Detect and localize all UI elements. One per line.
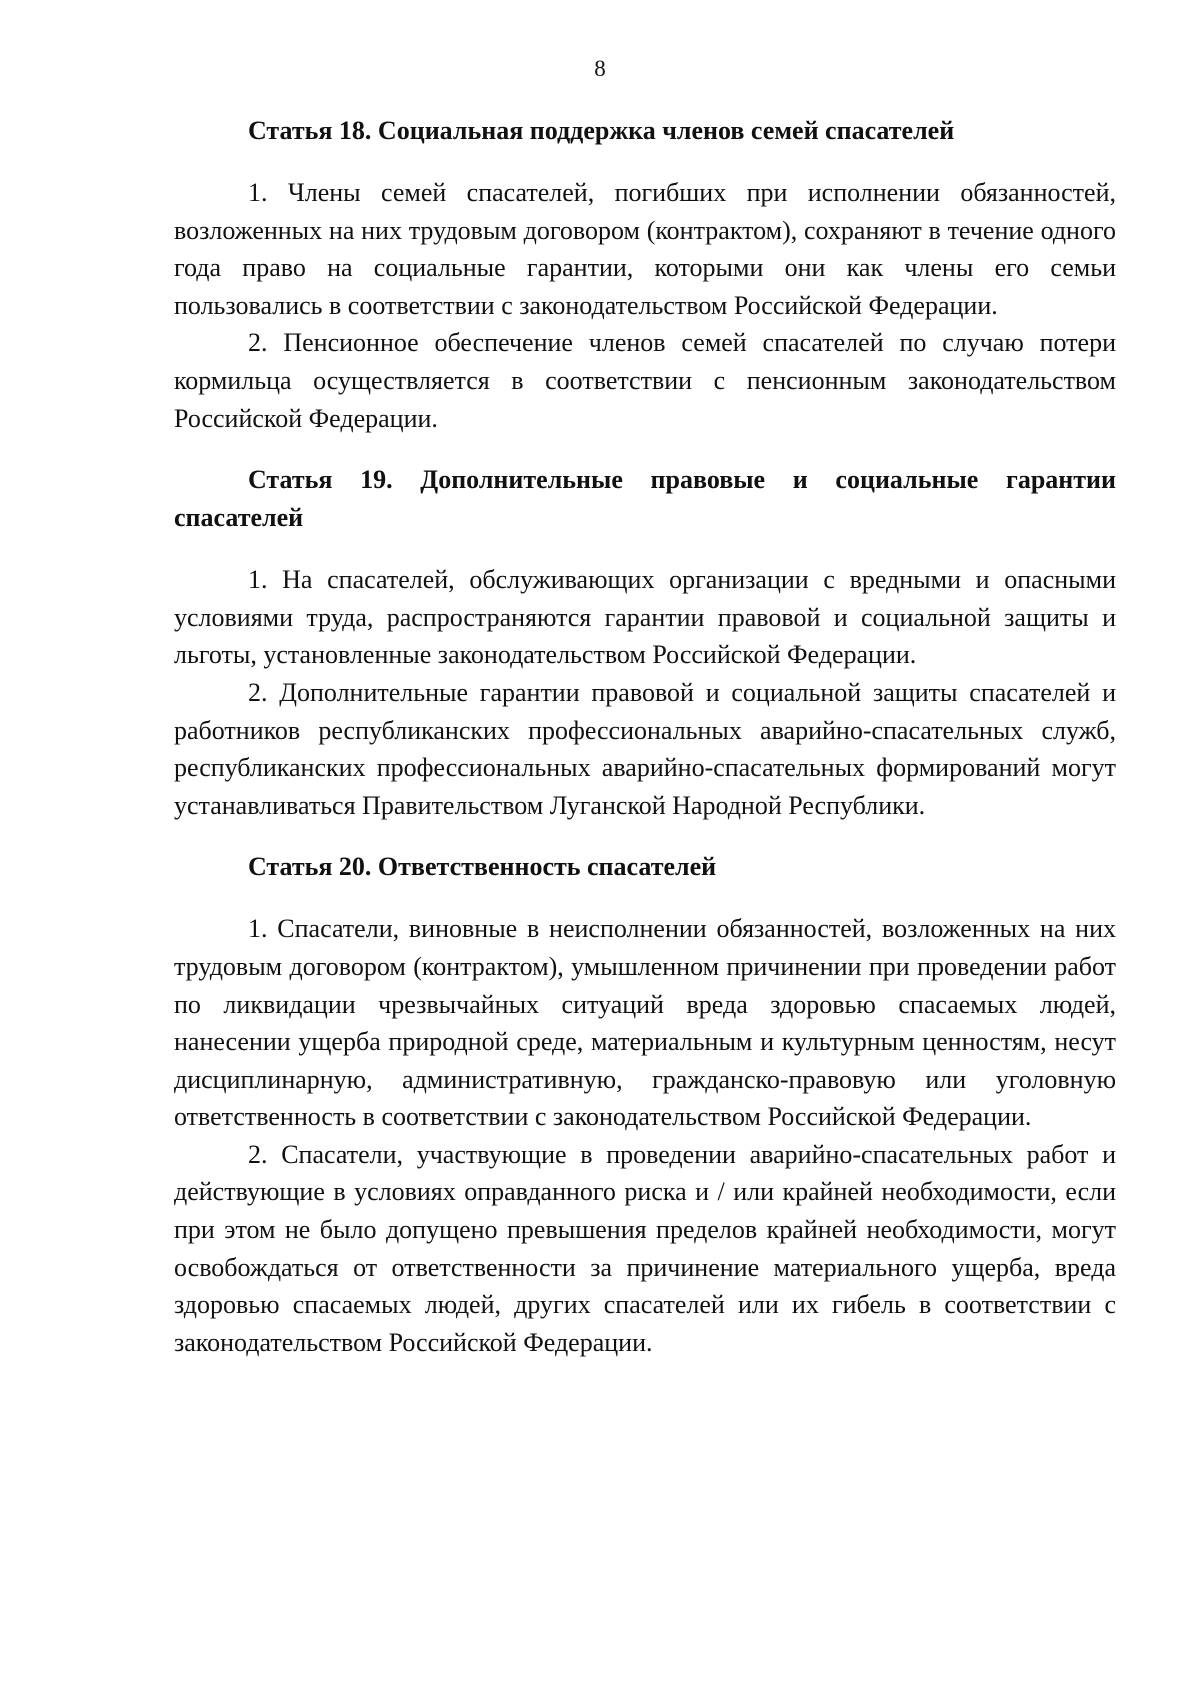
article-18-paragraph-1: 1. Члены семей спасателей, погибших при исполнении обязанностей, возложенных на них трудовым договором (контрактом), сохраняют в течение одного года право на социальные гарантии, которыми они как члены его семьи пользовались в соответствии с законодательством Российской Федерации. — [174, 178, 1116, 320]
article-20 — [174, 848, 1116, 1361]
article-19-paragraph-1: 1. На спасателей, обслуживающих организации с вредными и опасными условиями труда, распространяются гарантии правовой и социальной защиты и льготы, установленные законодательством Российской Федерации. — [174, 565, 1116, 670]
page-number: 8 — [594, 56, 606, 81]
article-20-title: Статья 20. Ответственность спасателей — [248, 852, 717, 882]
article-20-paragraph-1: 1. Спасатели, виновные в неисполнении обязанностей, возложенных на них трудовым договором (контрактом), умышленном причинении при проведении работ по ликвидации чрезвычайных ситуаций вреда здоровью спасаемых людей, нанесении ущерба природной среде, материальным и культурным ценностям, несут дисциплинарную, административную, гражданско-правовую или уголовную ответственность в соответствии с законодательством Российской Федерации. — [174, 914, 1116, 1132]
article-19-paragraph-2: 2. Дополнительные гарантии правовой и социальной защиты спасателей и работников республиканских профессиональных аварийно-спасательных служб, республиканских профессиональных аварийно-спасательных формирований могут устанавливаться Правительством Луганской Народной Республики. — [174, 677, 1116, 820]
article-19 — [174, 461, 1116, 824]
document-body — [174, 112, 1116, 1385]
article-18 — [174, 112, 1116, 437]
article-18-title: Статья 18. Социальная поддержка членов семей спасателей — [248, 116, 955, 145]
article-19-title: Статья 19. Дополнительные правовые и социальные гарантии спасателей — [174, 465, 1116, 533]
article-20-paragraph-2: 2. Спасатели, участвующие в проведении аварийно-спасательных работ и действующие в условиях оправданного риска и / или крайней необходимости, если при этом не было допущено превышения пределов крайней необходимости, могут освобождаться от ответственности за причинение материального ущерба, вреда здоровью спасаемых людей, других спасателей или их гибель в соответствии с законодательством Российской Федерации. — [174, 1139, 1116, 1357]
article-18-paragraph-2: 2. Пенсионное обеспечение членов семей спасателей по случаю потери кормильца осуществляется в соответствии с пенсионным законодательством Российской Федерации. — [174, 328, 1116, 433]
